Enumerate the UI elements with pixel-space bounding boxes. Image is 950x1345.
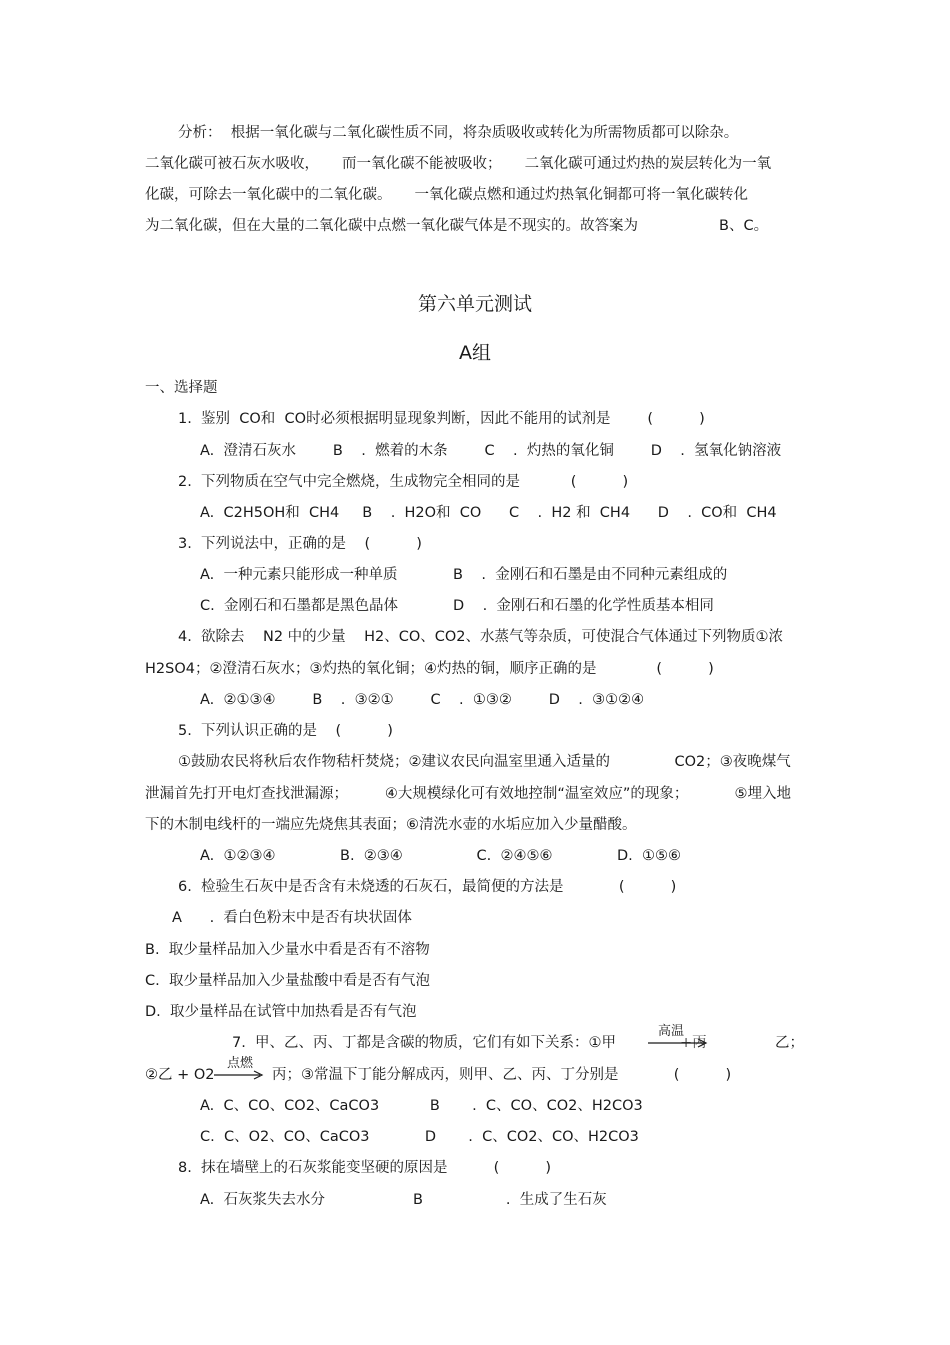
section-heading: 一、选择题	[145, 380, 218, 396]
question-3-option-b: B . 金刚石和石墨是由不同种元素组成的	[453, 567, 728, 583]
question-1-stem: 1. 鉴别 CO和 CO时必须根据明显现象判断，因此不能用的试剂是 ( )	[178, 411, 705, 427]
analysis-line-2: 二氧化碳可被石灰水吸收， 而一氧化碳不能被吸收； 二氧化碳可通过灼热的炭层转化为一氧	[145, 156, 772, 172]
question-3-option-a: A. 一种元素只能形成一种单质	[200, 567, 398, 583]
analysis-line-3: 化碳，可除去一氧化碳中的二氧化碳。 一氧化碳点燃和通过灼热氧化铜都可将一氧化碳转化	[145, 187, 749, 203]
analysis-line-4: 为二氧化碳，但在大量的二氧化碳中点燃一氧化碳气体是不现实的。故答案为	[145, 218, 638, 234]
question-7-stem: 7. 甲、乙、丙、丁都是含碳的物质，它们有如下关系：①甲	[232, 1035, 617, 1051]
question-6-stem: 6. 检验生石灰中是否含有未烧透的石灰石，最简便的方法是 ( )	[178, 879, 677, 895]
reaction-1-overlay-text: +丙	[680, 1035, 707, 1051]
question-7-line-2-start: ②乙 + O2	[145, 1067, 215, 1083]
question-6-option-c: C. 取少量样品加入少量盐酸中看是否有气泡	[145, 973, 430, 989]
question-4-options: A. ②①③④ B . ③②① C . ①③② D . ③①②④	[200, 692, 645, 708]
question-6-option-b: B. 取少量样品加入少量水中看是否有不溶物	[145, 942, 430, 958]
question-7-options-2: C. C、O2、CO、CaCO3 D . C、CO2、CO、H2CO3	[200, 1129, 639, 1145]
question-5-body-1: ①鼓励农民将秋后农作物秸杆焚烧；②建议农民向温室里通入适量的 CO2；③夜晚煤气	[178, 754, 791, 770]
question-2-stem: 2. 下列物质在空气中完全燃烧，生成物完全相同的是 ( )	[178, 474, 629, 490]
reaction-arrow-icon	[648, 1037, 710, 1049]
question-6-option-a: A . 看白色粉末中是否有块状固体	[172, 910, 412, 926]
question-3-option-d: D . 金刚石和石墨的化学性质基本相同	[453, 598, 714, 614]
question-1-options: A. 澄清石灰水 B . 燃着的木条 C . 灼热的氧化铜 D . 氢氧化钠溶液	[200, 443, 782, 459]
question-5-options: A. ①②③④ B. ②③④ C. ②④⑤⑥ D. ①⑤⑥	[200, 848, 681, 864]
question-7-options-1: A. C、CO、CO2、CaCO3 B . C、CO、CO2、H2CO3	[200, 1098, 643, 1114]
analysis-answer: B、C。	[719, 218, 769, 234]
question-8-option-a: A. 石灰浆失去水分	[200, 1192, 325, 1208]
reaction-1-condition: 高温	[658, 1024, 685, 1039]
question-4-stem-2: H2SO4；②澄清石灰水；③灼热的氧化铜；④灼热的铜，顺序正确的是 ( )	[145, 661, 714, 677]
question-5-body-3: 下的木制电线杆的一端应先烧焦其表面；⑥清洗水壶的水垢应加入少量醋酸。	[145, 817, 637, 833]
question-8-stem: 8. 抹在墙壁上的石灰浆能变坚硬的原因是 ( )	[178, 1160, 552, 1176]
reaction-arrow-icon	[214, 1069, 266, 1081]
reaction-2-condition: 点燃	[227, 1056, 254, 1071]
question-2-options: A. C2H5OH和 CH4 B . H2O和 CO C . H2 和 CH4 D . CO和 CH4	[200, 505, 777, 521]
question-4-stem: 4. 欲除去 N2 中的少量 H2、CO、CO2、水蒸气等杂质，可使混合气体通过下列物质①浓	[178, 629, 784, 645]
question-5-stem: 5. 下列认识正确的是 ( )	[178, 723, 393, 739]
analysis-line-1: 分析： 根据一氧化碳与二氧化碳性质不同，将杂质吸收或转化为所需物质都可以除杂。	[178, 125, 739, 141]
question-7-line-2-end: 丙；③常温下丁能分解成丙，则甲、乙、丙、丁分别是 ( )	[272, 1067, 732, 1083]
question-7-stem-end: 乙；	[775, 1035, 804, 1051]
question-5-body-2: 泄漏首先打开电灯查找泄漏源； ④大规模绿化可有效地控制“温室效应”的现象； ⑤埋入地	[145, 786, 791, 802]
group-title: A组	[459, 342, 491, 364]
question-3-stem: 3. 下列说法中，正确的是 ( )	[178, 536, 422, 552]
question-8-option-b: B . 生成了生石灰	[413, 1192, 607, 1208]
unit-title: 第六单元测试	[417, 293, 532, 315]
question-3-option-c: C. 金刚石和石墨都是黑色晶体	[200, 598, 398, 614]
question-6-option-d: D. 取少量样品在试管中加热看是否有气泡	[145, 1004, 417, 1020]
